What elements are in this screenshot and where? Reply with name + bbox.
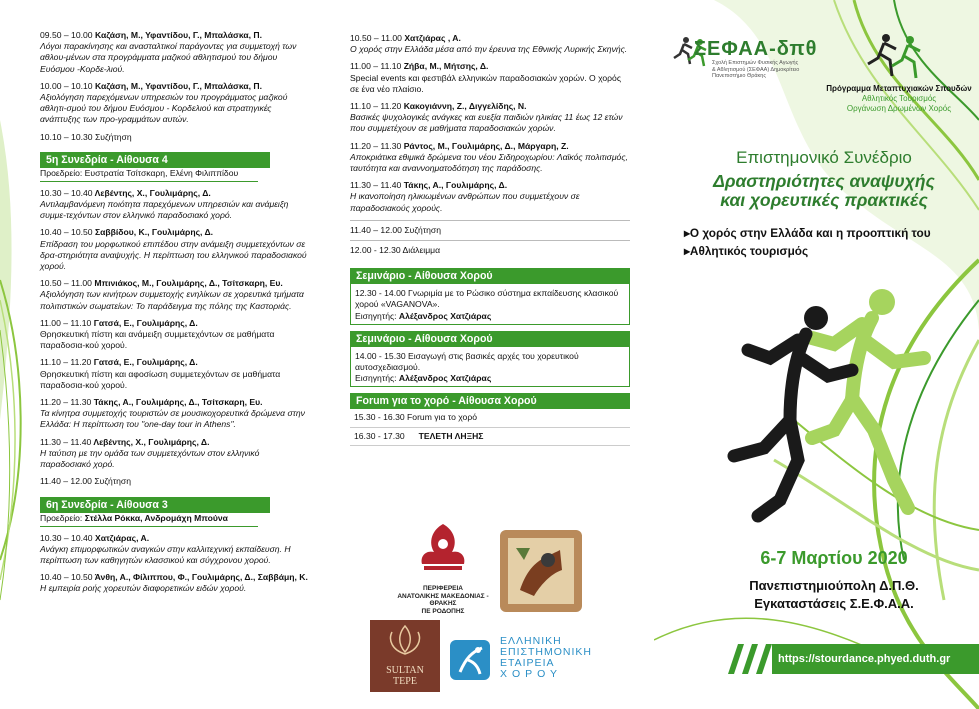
panel-cover xyxy=(654,0,979,709)
talk-time: 11.00 – 11.10 xyxy=(40,317,92,328)
brand-name: ΣΕΦΑΑ-δπθ xyxy=(694,38,818,60)
closing-time: 16.30 - 17.30 xyxy=(354,430,405,441)
mosaic-icon xyxy=(500,530,582,612)
triangle-bullet-icon: ▸ xyxy=(684,244,690,258)
talk-authors: Ράντος, Μ., Γουλιμάρης, Δ., Μάργαρη, Ζ. xyxy=(403,140,569,151)
speaker-name: Αλέξανδρος Χατζιάρας xyxy=(398,373,492,384)
talk-time: 10.30 – 10.40 xyxy=(40,532,93,543)
items-group-a xyxy=(40,30,310,126)
conference-main-line1: Δραστηριότητες αναψυχής xyxy=(713,171,935,191)
talk-title: Αξιολόγηση παρεχόμενων υπηρεσιών του προγράμματος μαζικού αθλητι-σμού του δήμου Ευόσμου - Κορδελιού και στρατηγικές ανάπτυξης των προ-γραμμάτων αυτών. xyxy=(40,92,288,125)
topic-2: ▸Αθλητικός τουρισμός xyxy=(684,244,809,258)
talk-time: 10.00 – 10.10 xyxy=(40,80,93,91)
talk-authors: Κακογιάννη, Ζ., Διγγελίδης, Ν. xyxy=(403,101,527,112)
talk-item xyxy=(40,318,310,352)
talk-authors: Άνθη, Α., Φίλιππου, Φ., Γουλιμάρης, Δ., Σαββάμη, Κ. xyxy=(94,572,308,583)
mosaic-image xyxy=(500,530,582,612)
sultan-tepe-emblem-icon xyxy=(370,620,440,660)
discussion-line: 11.40 – 12.00 Συζήτηση xyxy=(350,224,441,235)
talk-time: 11.20 – 11.30 xyxy=(350,140,402,151)
sultan-line1: SULTAN xyxy=(386,665,424,676)
program-line2: Οργάνωση Δρωμένων Χορός xyxy=(846,104,952,113)
items-group-c xyxy=(40,533,310,595)
region-logo xyxy=(388,520,498,615)
region-name-line1: ΠΕΡΙΦΕΡΕΙΑ xyxy=(422,585,463,592)
dance-society-logo xyxy=(448,634,638,690)
society-line4: ΧΟΡΟΥ xyxy=(500,668,563,680)
session-6 xyxy=(40,497,310,527)
talk-time: 10.30 – 10.40 xyxy=(40,187,93,198)
talk-title: Ανάγκη επιμορφωτικών αναγκών στην καλλιτεχνική εκπαίδευση. Η περίπτωση των καθηγητών κλασσικού και σύγχρονου χορού. xyxy=(40,543,291,565)
talk-item xyxy=(350,33,630,55)
panel-middle xyxy=(328,0,654,709)
talk-title: Ο χορός στην Ελλάδα μέσα από την έρευνα της Εθνικής Λυρικής Σκηνής. xyxy=(350,44,628,55)
society-line2: ΕΠΙΣΤΗΜΟΝΙΚΗ xyxy=(500,646,592,658)
talk-item xyxy=(40,357,310,391)
break-line: 12.00 - 12.30 Διάλειμμα xyxy=(350,245,441,256)
talk-time: 10.40 – 10.50 xyxy=(40,572,93,583)
talk-authors: Γατσά, Ε., Γουλιμάρης, Δ. xyxy=(93,317,198,328)
conference-main-title xyxy=(674,172,974,210)
schedule-column-2 xyxy=(350,33,630,446)
talk-authors: Λεβέντης, Χ., Γουλιμάρης, Δ. xyxy=(94,187,211,198)
items-group-b xyxy=(40,188,310,470)
talk-title: Επίδραση του μορφωτικού επιπέδου στην ανάμειξη συμμετεχόντων σε δρα-στηριότητα αναψυχής. Η περίπτωση του ελληνικού παραδοσιακού χορού. xyxy=(40,238,307,272)
topic-1: ▸Ο χορός στην Ελλάδα και η προοπτική του xyxy=(684,226,931,240)
seminar-text: 14.00 - 15.30 Εισαγωγή στις βασικές αρχές του χορευτικού αυτοσχεδιασμού. xyxy=(355,350,579,373)
region-name-line3: ΠΕ ΡΟΔΟΠΗΣ xyxy=(421,607,465,615)
talk-title: Λόγοι παρακίνησης και ανασταλτικοί παράγοντες για συμμετοχή των αθλου-μένων στα προγράμματα μαζικού αθλητισμού του δήμου Ευόσμου -Κορδε-λιού. xyxy=(40,41,297,74)
talk-title: Βασικές ψυχολογικές ανάγκες και ευεξία παιδιών ηλικίας 11 έως 12 ετών που συμμετέχουν σε μαθήματα παραδοσιακών χορών. xyxy=(350,112,623,134)
talk-title: Αποκριάτικα εθιμικά δρώμενα του νέου Σιδηροχωρίου: Λαϊκός πολιτισμός, ταυτότητα και αναννοηματοδότηση της παράδοσης. xyxy=(350,151,628,174)
talk-item xyxy=(350,61,630,95)
session-chairs-label: Προεδρείο: xyxy=(40,512,83,523)
region-emblem-icon xyxy=(388,520,498,580)
speaker-label: Εισηγητής: xyxy=(355,310,397,321)
dancer-emblem-icon xyxy=(448,638,494,684)
talk-title: Η ταύτιση με την ομάδα των συμμετεχόντων στον ελληνικό παραδοσιακό χορό. xyxy=(40,447,260,470)
talk-title: Θρησκευτική πίστη και ανάμειξη συμμετεχόντων σε μαθήματα παραδοσια-κού χορού. xyxy=(40,329,275,351)
talk-authors: Λεβέντης, Χ., Γουλιμάρης, Δ. xyxy=(93,436,210,447)
talk-item xyxy=(40,81,310,126)
discussion-line: 10.10 – 10.30 Συζήτηση xyxy=(40,131,132,142)
talk-authors: Ζήβα, Μ., Μήτσης, Δ. xyxy=(403,61,489,72)
venue-line1: Πανεπιστημιούπολη Δ.Π.Θ. xyxy=(749,578,919,593)
talk-title: Τα κίνητρα συμμετοχής τουριστών σε μουσικοχορευτικά δρώμενα στην Ελλάδα: Η περίπτωση του "one-day tour in Athens". xyxy=(40,408,305,430)
talk-time: 09.50 – 10.00 xyxy=(40,30,93,40)
talk-item xyxy=(40,533,310,567)
seminar-text: 12.30 - 14.00 Γνωριμία με το Ρώσικο σύστημα εκπαίδευσης κλασικού χορού «VAGANOVA». xyxy=(355,288,619,310)
talk-item xyxy=(40,437,310,471)
talk-title: Η εμπειρία ροής χορευτών διαφορετικών ειδών χορού. xyxy=(40,583,247,594)
talk-time: 10.50 – 11.00 xyxy=(350,33,402,43)
talk-authors: Σαββίδου, Κ., Γουλιμάρης, Δ. xyxy=(94,227,214,238)
sultan-line2: TEPE xyxy=(393,676,417,687)
speaker-label: Εισηγητής: xyxy=(355,373,397,384)
discussion-line: 11.40 – 12.00 Συζήτηση xyxy=(40,476,131,487)
session-chairs: Προεδρείο: Ευστρατία Τσίτσκαρη, Ελένη Φιλιππίδου xyxy=(40,168,258,182)
society-line3: ΕΤΑΙΡΕΙΑ xyxy=(500,657,555,669)
talk-time: 11.00 – 11.10 xyxy=(350,61,402,72)
talk-time: 10.40 – 10.50 xyxy=(40,227,93,238)
talk-title: Special events και φεστιβάλ ελληνικών παραδοσιακών χορών. Ο χορός σε ένα νέο πλαίσιο. xyxy=(350,72,621,94)
seminar-title: Σεμινάριο - Αίθουσα Χορού xyxy=(350,268,630,284)
talk-authors: Τάκης, Α., Γουλιμάρης, Δ., Τσίτσκαρη, Ευ. xyxy=(93,397,263,408)
talk-item xyxy=(40,572,310,594)
program-title: Πρόγραμμα Μεταπτυχιακών Σπουδών xyxy=(826,84,972,93)
runners-silhouette-icon xyxy=(694,280,964,530)
talk-time: 11.30 – 11.40 xyxy=(40,436,92,447)
seminar-title: Σεμινάριο - Αίθουσα Χορού xyxy=(350,331,630,347)
talk-authors: Χατζιάρας, Α. xyxy=(94,532,150,543)
forum-row: 15.30 - 16.30 Forum για το χορό xyxy=(350,409,630,427)
talk-authors: Χατζιάρας , Α. xyxy=(404,33,461,43)
talk-authors: Τάκης, Α., Γουλιμάρης, Δ. xyxy=(403,180,508,191)
conference-title: Επιστημονικό Συνέδριο xyxy=(736,148,912,167)
program-runners-icon xyxy=(864,32,934,84)
talk-authors: Γατσά, Ε., Γουλιμάρης, Δ. xyxy=(93,357,198,368)
talk-title: Αντιλαμβανόμενη ποιότητα παρεχόμενων υπηρεσιών και ανάμειξη συμμε-τεχόντων στον ελληνικό παραδοσιακό χορό. xyxy=(40,199,289,221)
seminar-block-2 xyxy=(350,331,630,388)
talk-item xyxy=(40,188,310,222)
talk-title: Αξιολόγηση των κινήτρων συμμετοχής ενηλίκων σε χορευτικά τμήματα πολιτιστικών σωματείων: Το παράδειγμα της πόλης της Καστοριάς. xyxy=(40,289,304,311)
website-link[interactable]: https://stourdance.phyed.duth.gr xyxy=(772,644,979,674)
talk-time: 10.50 – 11.00 xyxy=(40,278,92,289)
society-line1: ΕΛΛΗΝΙΚΗ xyxy=(500,635,562,647)
conference-main-line2: και χορευτικές πρακτικές xyxy=(720,190,928,210)
talk-item xyxy=(40,278,310,312)
talk-item xyxy=(350,180,630,214)
schedule-column-1 xyxy=(40,30,310,601)
stripes-decoration xyxy=(720,644,772,674)
forum-block xyxy=(350,393,630,445)
talk-authors: Καζάση, Μ., Υφαντίδου, Γ., Μπαλάσκα, Π. xyxy=(94,80,263,91)
program-block xyxy=(824,84,974,114)
talk-time: 11.10 – 11.20 xyxy=(350,101,402,112)
closing-label: ΤΕΛΕΤΗ ΛΗΞΗΣ xyxy=(418,430,484,441)
divider xyxy=(350,240,630,241)
talk-time: 11.20 – 11.30 xyxy=(40,397,92,408)
divider xyxy=(350,220,630,221)
talk-item xyxy=(40,397,310,431)
talk-time: 11.30 – 11.40 xyxy=(350,180,402,191)
talk-item xyxy=(40,30,310,75)
talk-authors: Καζάση, Μ., Υφαντίδου, Γ., Μπαλάσκα, Π. xyxy=(94,30,263,40)
speaker-name: Αλέξανδρος Χατζιάρας xyxy=(398,310,492,321)
talk-item xyxy=(40,227,310,272)
session-chairs: Στέλλα Ρόκκα, Ανδρομάχη Μπούνα xyxy=(84,512,228,523)
session-5 xyxy=(40,152,310,182)
program-line1: Αθλητικός Τουρισμός xyxy=(861,94,937,103)
sultan-tepe-logo xyxy=(370,620,440,692)
talk-time: 11.10 – 11.20 xyxy=(40,357,92,368)
region-name-line2: ΑΝΑΤΟΛΙΚΗΣ ΜΑΚΕΔΟΝΙΑΣ - ΘΡΑΚΗΣ xyxy=(397,592,489,607)
talk-item xyxy=(350,101,630,135)
talk-title: Η ικανοποίηση ηλικιωμένων ανθρώπων που συμμετέχουν σε παραδοσιακούς χορούς. xyxy=(350,191,580,213)
talk-authors: Μπινιάκος, Μ., Γουλιμάρης, Δ., Τσίτσκαρη, Ευ. xyxy=(94,278,283,289)
brand-subtitle: Σχολή Επιστημών Φυσικής Αγωγής & Αθλητισμού (ΣΕΦΑΑ) Δημοκρίτειο Πανεπιστήμιο Θράκης xyxy=(712,60,800,79)
conference-dates: 6-7 Μαρτίου 2020 xyxy=(760,548,908,568)
venue-line2: Εγκαταστάσεις Σ.Ε.Φ.Α.Α. xyxy=(754,596,914,611)
forum-title: Forum για το χορό - Αίθουσα Χορού xyxy=(350,393,630,409)
panel-left xyxy=(0,0,328,709)
triangle-bullet-icon: ▸ xyxy=(684,226,690,240)
session-title: 5η Συνεδρία - Αίθουσα 4 xyxy=(40,152,270,168)
seminar-block-1 xyxy=(350,268,630,325)
talk-item xyxy=(350,141,630,175)
talk-title: Θρησκευτική πίστη και αφοσίωση συμμετεχόντων σε μαθήματα παραδοσια-κού χορού. xyxy=(40,368,281,390)
session-title: 6η Συνεδρία - Αίθουσα 3 xyxy=(40,497,270,513)
